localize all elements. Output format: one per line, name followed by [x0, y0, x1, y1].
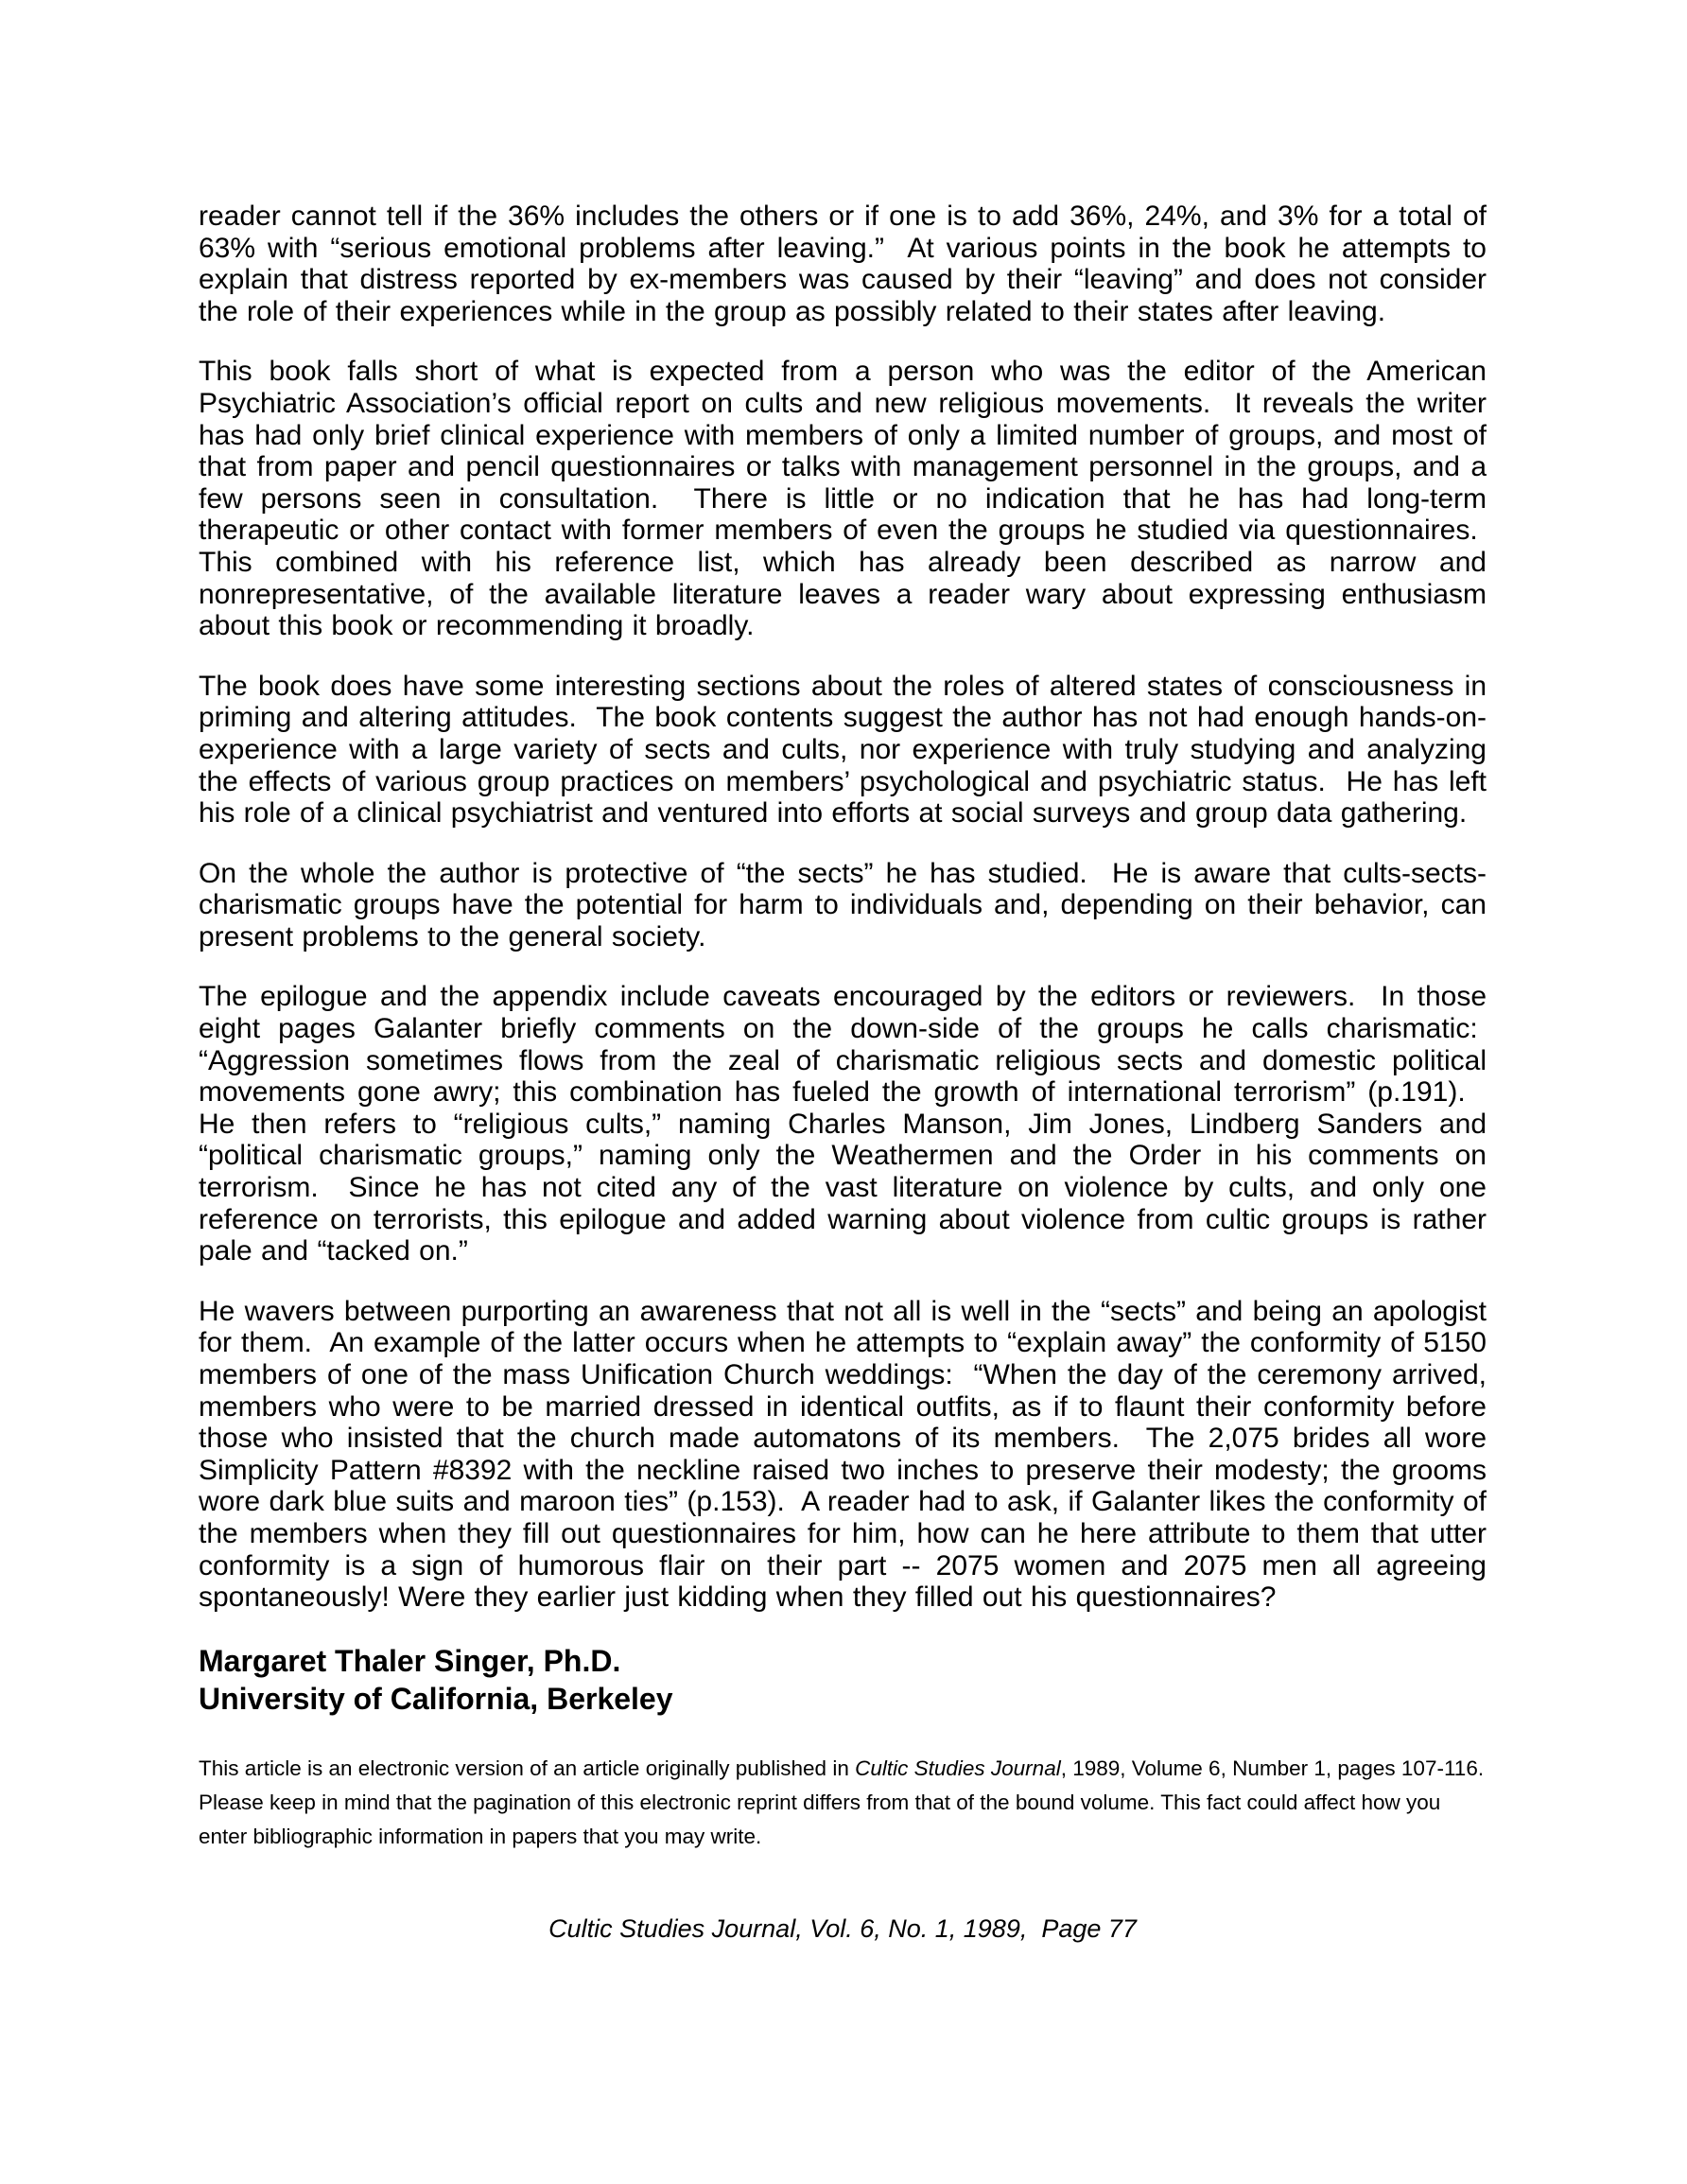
paragraph: reader cannot tell if the 36% includes the others or if one is to add 36%, 24%, and 3% for a total of 63% with “serious emotional problems after leaving.” At various points in the book he attempts to explain that distress reported by ex-members was caused by their “leaving” and does not consider the role of their experiences while in the group as possibly related to their states after leaving. [199, 201, 1487, 327]
paragraph: The book does have some interesting sections about the roles of altered states of consciousness in priming and altering attitudes. The book contents suggest the author has not had enough hands-on-experience with a large variety of sects and cults, nor experience with truly studying and analyzing the effects of various group practices on members’ psychological and psychiatric status. He has left his role of a clinical psychiatrist and ventured into efforts at social surveys and group data gathering. [199, 670, 1487, 830]
reprint-notice [199, 1752, 1487, 1854]
journal-title-italic: Cultic Studies Journal [855, 1756, 1061, 1780]
paragraph: This book falls short of what is expected from a person who was the editor of the American Psychiatric Association’s official report on cults and new religious movements. It reveals the writer has had only brief clinical experience with members of only a limited number of groups, and most of that from paper and pencil questionnaires or talks with management personnel in the groups, and a few persons seen in consultation. There is little or no indication that he has had long-term therapeutic or other contact with former members of even the groups he studied via questionnaires. This combined with his reference list, which has already been described as narrow and nonrepresentative, of the available literature leaves a reader wary about expressing enthusiasm about this book or recommending it broadly. [199, 356, 1487, 642]
paragraph: On the whole the author is protective of “the sects” he has studied. He is aware that cults-sects-charismatic groups have the potential for harm to individuals and, depending on their behavior, can present problems to the general society. [199, 857, 1487, 952]
paragraph: The epilogue and the appendix include caveats encouraged by the editors or reviewers. In those eight pages Galanter briefly comments on the down-side of the groups he calls charismatic: “Aggression sometimes flows from the zeal of charismatic religious sects and domestic political movements gone awry; this combination has fueled the growth of international terrorism” (p.191). He then refers to “religious cults,” naming Charles Manson, Jim Jones, Lindberg Sanders and “political charismatic groups,” naming only the Weathermen and the Order in his comments on terrorism. Since he has not cited any of the vast literature on violence by cults, and only one reference on terrorists, this epilogue and added warning about violence from cultic groups is rather pale and “tacked on.” [199, 981, 1487, 1267]
paragraph: He wavers between purporting an awareness that not all is well in the “sects” and being an apologist for them. An example of the latter occurs when he attempts to “explain away” the conformity of 5150 members of one of the mass Unification Church weddings: “When the day of the ceremony arrived, members who were to be married dressed in identical outfits, as if to flaunt their conformity before those who insisted that the church made automatons of its members. The 2,075 brides all wore Simplicity Pattern #8392 with the neckline raised two inches to preserve their modesty; the grooms wore dark blue suits and maroon ties” (p.153). A reader had to ask, if Galanter likes the conformity of the members when they fill out questionnaires for him, how can he here attribute to them that utter conformity is a sign of humorous flair on their part -- 2075 women and 2075 men all agreeing spontaneously! Were they earlier just kidding when they filled out his questionnaires? [199, 1295, 1487, 1614]
reprint-notice-lead: This article is an electronic version of an article originally published in [199, 1756, 856, 1780]
reprint-notice-tail: , 1989, Volume 6, Number 1, pages 107-116. Please keep in mind that the pagination of this electronic reprint differs from that of the bound volume. This fact could affect how you enter bibliographic information in papers that you may write. [199, 1756, 1485, 1848]
journal-footer: Cultic Studies Journal, Vol. 6, No. 1, 1989, Page 77 [548, 1913, 1137, 1943]
author-affiliation: University of California, Berkeley [199, 1681, 673, 1716]
article-body [199, 201, 1487, 1614]
signature-block [199, 1642, 1487, 1718]
author-name: Margaret Thaler Singer, Ph.D. [199, 1643, 621, 1678]
